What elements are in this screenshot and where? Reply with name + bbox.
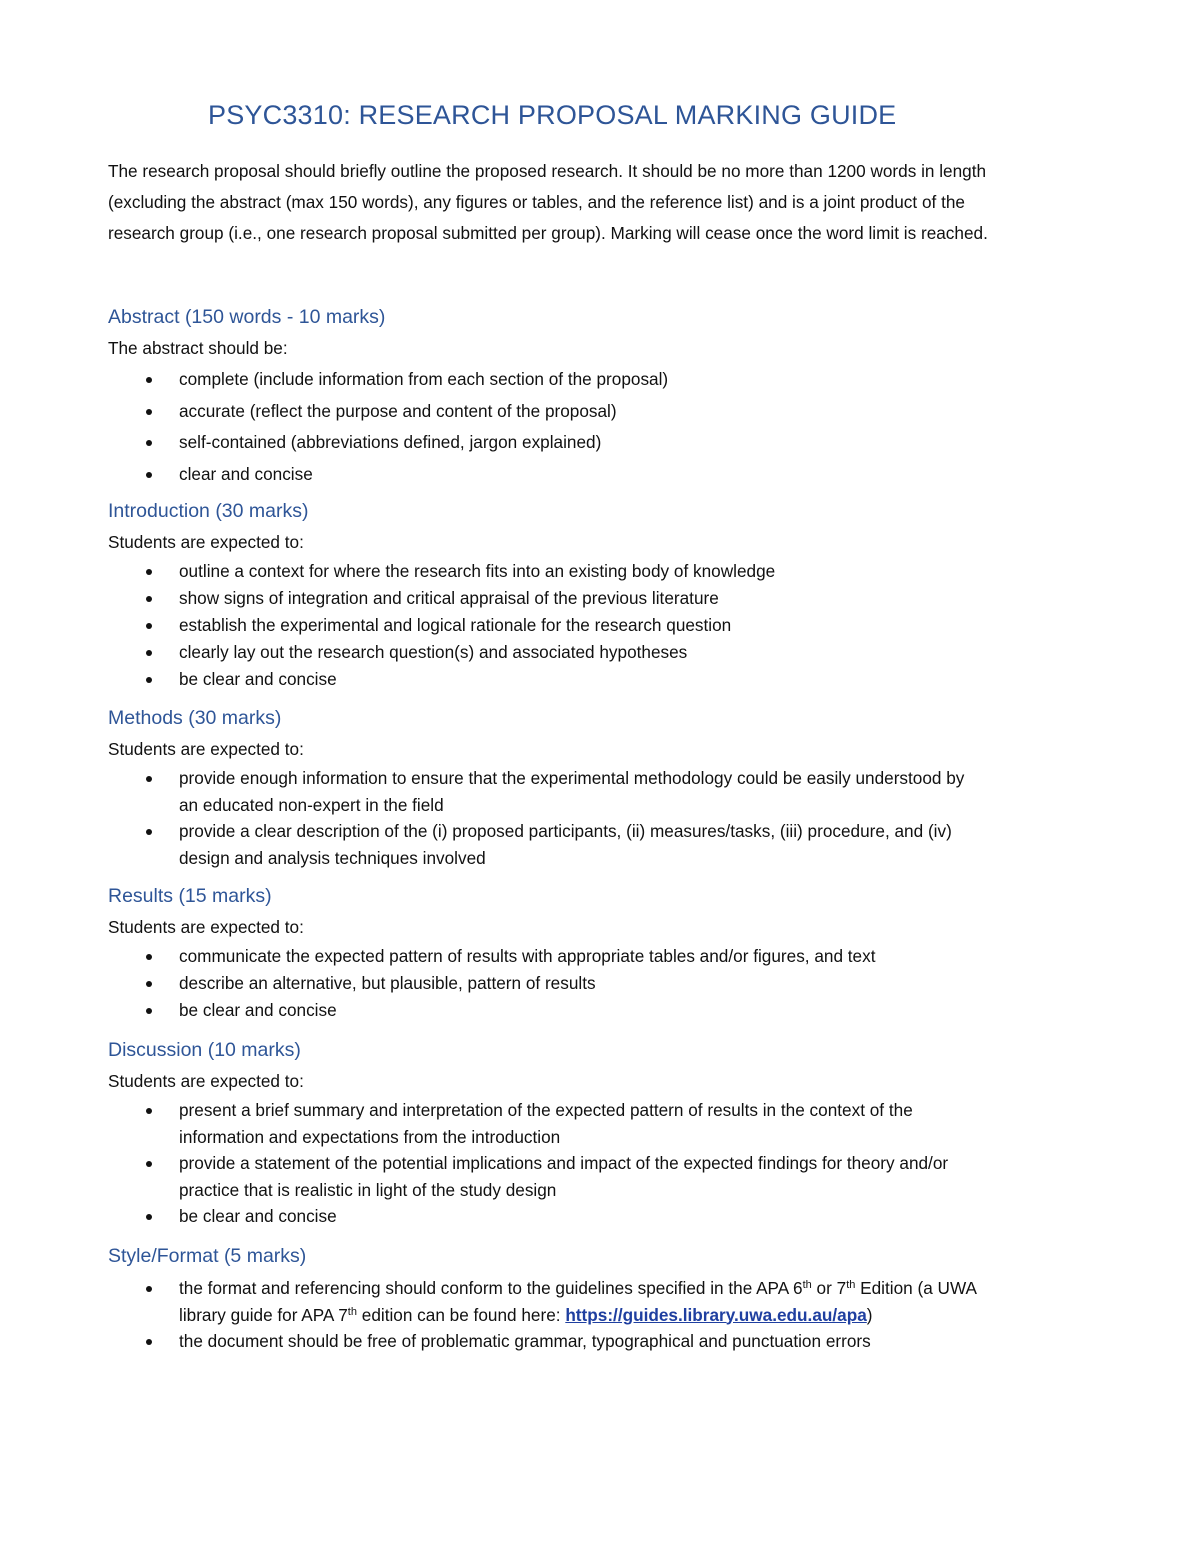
list-item-text: be clear and concise [179, 1206, 337, 1226]
list-item-text: provide enough information to ensure that the experimental methodology could be easily understood by an educated non-expert in the field [179, 768, 965, 815]
list-item [108, 1150, 998, 1203]
list-item-text: or 7 [811, 1278, 847, 1298]
superscript: th [846, 1279, 856, 1291]
list-item [108, 427, 1008, 459]
list-item-text: edition can be found here: [356, 1304, 566, 1325]
list-item [108, 585, 1008, 612]
list-item [108, 639, 1008, 666]
section-lead: Students are expected to: [108, 1071, 304, 1091]
section-lead: Students are expected to: [108, 532, 304, 552]
list-item [108, 558, 1008, 585]
bullet-icon [146, 981, 152, 987]
bullet-list [108, 943, 1028, 1024]
section-introduction [108, 496, 1008, 693]
list-item [108, 364, 1008, 396]
apa-guide-link[interactable]: https://guides.library.uwa.edu.au/apa [565, 1304, 867, 1325]
list-item [108, 997, 1028, 1024]
superscript: th [347, 1305, 357, 1318]
list-item-text: communicate the expected pattern of results with appropriate tables and/or figures, and text [179, 946, 876, 966]
section-lead: The abstract should be: [108, 338, 288, 358]
list-item-text: the document should be free of problematic grammar, typographical and punctuation errors [179, 1331, 871, 1351]
bullet-icon [146, 650, 152, 656]
bullet-icon [146, 1161, 152, 1167]
list-item-text: show signs of integration and critical appraisal of the previous literature [179, 588, 719, 608]
list-item-text: Edition (a UWA library guide for APA 7 [179, 1278, 977, 1325]
bullet-icon [146, 829, 152, 835]
bullet-icon [146, 472, 152, 478]
list-item [108, 666, 1008, 693]
bullet-icon [146, 569, 152, 575]
list-item-text: accurate (reflect the purpose and content of the proposal) [179, 400, 617, 421]
document-title [208, 100, 968, 131]
bullet-icon [146, 776, 152, 782]
bullet-icon [146, 677, 152, 683]
list-item-text: clearly lay out the research question(s) and associated hypotheses [179, 642, 688, 662]
list-item-text: ) [866, 1304, 873, 1325]
list-item-text: outline a context for where the research fits into an existing body of knowledge [179, 561, 776, 581]
list-item [108, 459, 1008, 491]
list-item [108, 1097, 998, 1150]
list-item-text: complete (include information from each section of the proposal) [179, 369, 669, 389]
list-item-text: clear and concise [179, 463, 313, 484]
intro-paragraph: The research proposal should briefly outline the proposed research. It should be no more than 1200 words in length (excluding the abstract (max 150 words), any figures or tables, and the reference list) and is a joint product of the research group (i.e., one research proposal submitted per group). Marking will cease once the word limit is reached. [108, 161, 988, 243]
list-item-text: be clear and concise [179, 669, 337, 689]
section-heading: Style/Format (5 marks) [108, 1245, 307, 1267]
section-results [108, 881, 1008, 1024]
list-item-text: provide a statement of the potential implications and impact of the expected findings for theory and/or practice that is realistic in light of the study design [179, 1153, 949, 1200]
list-item-text: the format and referencing should conform to the guidelines specified in the APA 6 [179, 1278, 803, 1298]
section-lead: Students are expected to: [108, 739, 304, 759]
list-item-text: self-contained (abbreviations defined, jargon explained) [179, 432, 602, 452]
list-item [108, 818, 988, 871]
section-heading: Abstract (150 words - 10 marks) [108, 306, 386, 328]
list-item [108, 1275, 1008, 1328]
bullet-icon [146, 954, 152, 960]
section-heading: Introduction (30 marks) [108, 500, 309, 522]
bullet-icon [146, 1339, 152, 1345]
list-item [108, 1203, 998, 1230]
bullet-list [108, 765, 988, 871]
list-item [108, 970, 1028, 997]
bullet-icon [146, 1108, 152, 1114]
section-heading: Results (15 marks) [108, 885, 272, 907]
bullet-icon [146, 409, 152, 415]
bullet-icon [146, 596, 152, 602]
list-item [108, 1328, 1008, 1355]
bullet-icon [146, 1008, 152, 1014]
bullet-icon [146, 440, 152, 446]
bullet-list [108, 1275, 1008, 1355]
bullet-list [108, 364, 1008, 490]
bullet-icon [146, 1286, 152, 1292]
superscript: th [802, 1279, 812, 1291]
list-item [108, 612, 1008, 639]
bullet-icon [146, 623, 152, 629]
title-text: PSYC3310: RESEARCH PROPOSAL MARKING GUIDE [208, 100, 897, 130]
list-item [108, 943, 1028, 970]
section-heading: Methods (30 marks) [108, 707, 282, 729]
list-item-text: establish the experimental and logical rationale for the research question [179, 615, 732, 635]
bullet-list [108, 558, 1008, 693]
list-item-text: describe an alternative, but plausible, pattern of results [179, 973, 596, 993]
list-item-text: present a brief summary and interpretation of the expected pattern of results in the context of the information and expectations from the introduction [179, 1100, 913, 1147]
section-style-format [108, 1241, 1008, 1355]
section-lead: Students are expected to: [108, 917, 304, 937]
section-discussion [108, 1035, 1008, 1230]
list-item-text: be clear and concise [179, 1000, 337, 1020]
bullet-list [108, 1097, 998, 1230]
bullet-icon [146, 377, 152, 383]
section-heading: Discussion (10 marks) [108, 1039, 301, 1061]
section-abstract [108, 302, 1008, 490]
list-item [108, 396, 1008, 428]
list-item-text: provide a clear description of the (i) proposed participants, (ii) measures/tasks, (iii) procedure, and (iv) design and analysis techniques involved [179, 821, 952, 868]
list-item [108, 765, 988, 818]
bullet-icon [146, 1214, 152, 1220]
section-methods [108, 703, 1008, 871]
